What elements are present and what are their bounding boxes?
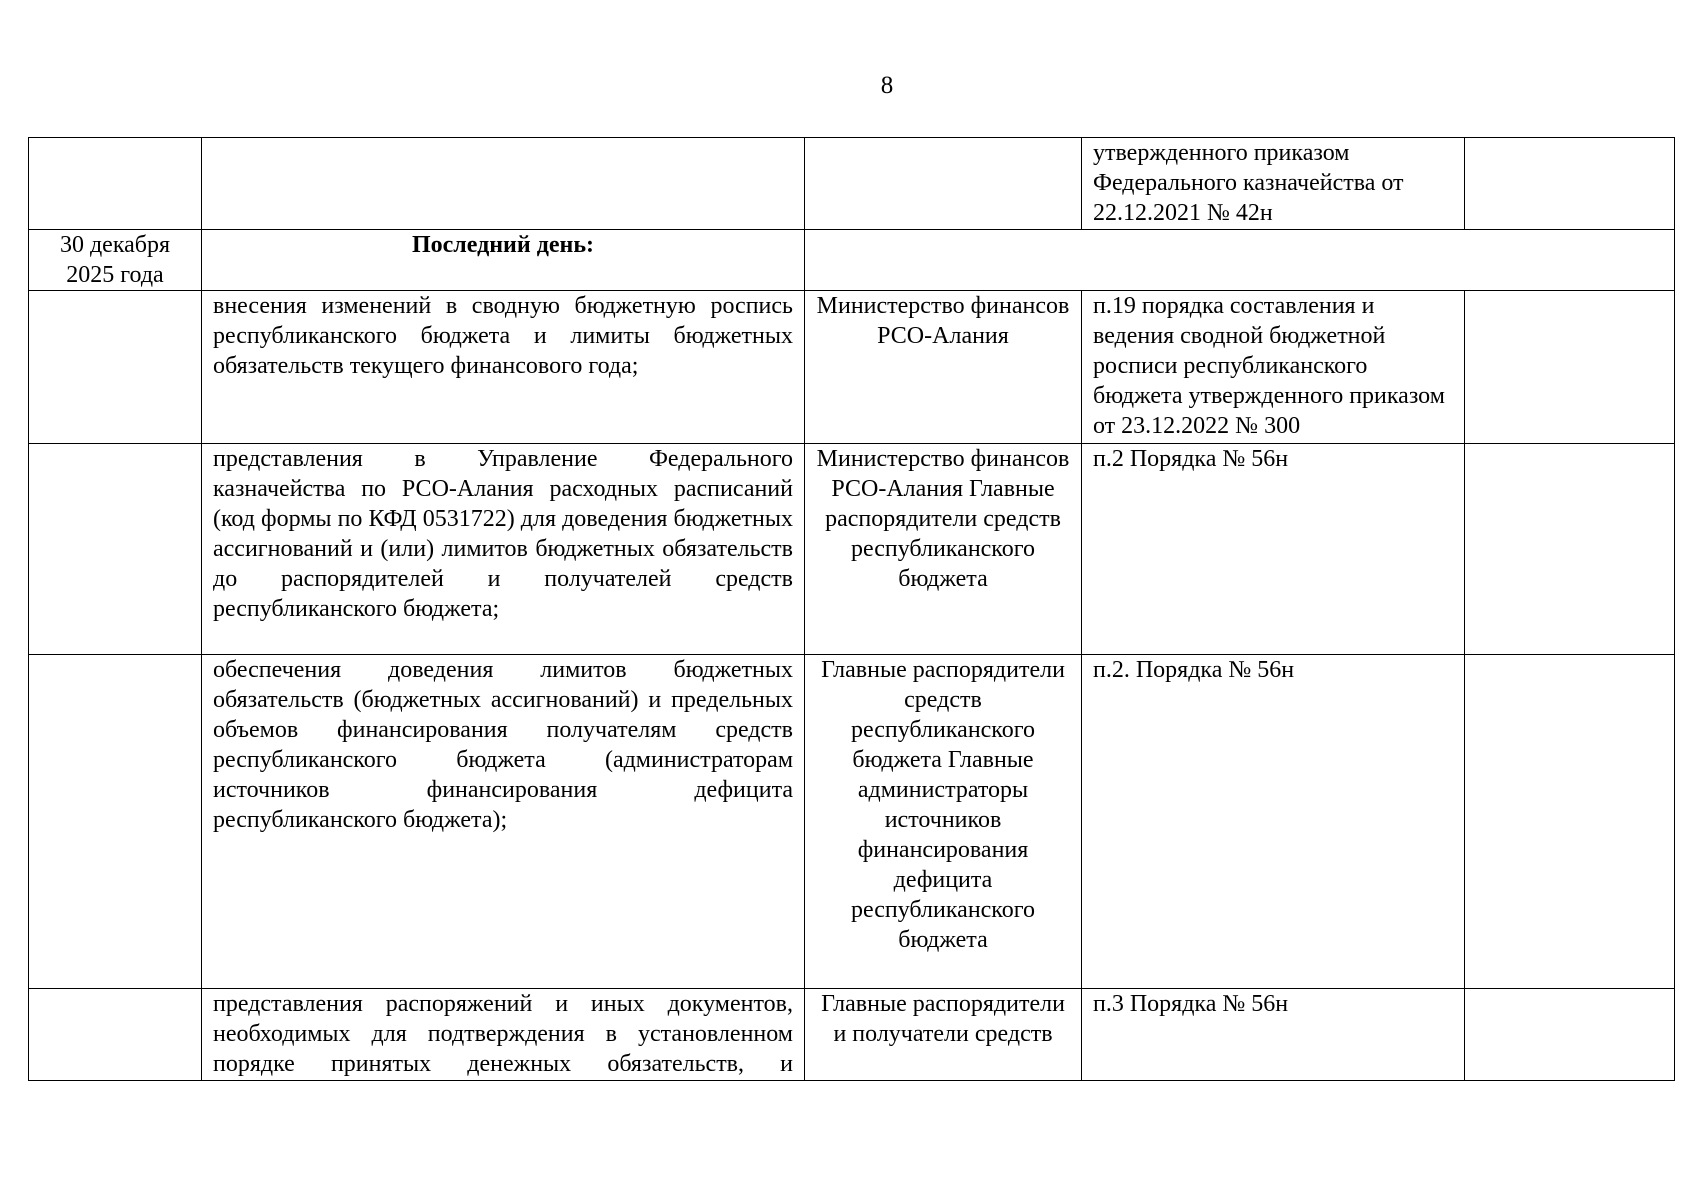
table-row-continuation [29,138,1675,230]
note-cell [1465,138,1675,230]
date-cell [29,655,202,989]
action-cell: обеспечения доведения лимитов бюджетных обязательств (бюджетных ассигнований) и предельных объемов финансирования получателям средств республиканского бюджета (администраторам источников финансирования дефицита республиканского бюджета); [202,655,805,989]
date-cell: 30 декабря 2025 года [29,230,202,291]
table-row [29,444,1675,655]
note-cell [1465,291,1675,444]
date-cell [29,138,202,230]
action-cell: представления в Управление Федерального казначейства по РСО-Алания расходных расписаний (код формы по КФД 0531722) для доведения бюджетных ассигнований и (или) лимитов бюджетных обязательств до распорядителей и получателей средств республиканского бюджета; [202,444,805,655]
executor-cell: Министерство финансов РСО-Алания [805,291,1082,444]
basis-cell: утвержденного приказом Федерального казначейства от 22.12.2021 № 42н [1082,138,1465,230]
table-row [29,655,1675,989]
table-row-date-header [29,230,1675,291]
table-row [29,989,1675,1081]
executor-cell: Главные распорядители и получатели средств [805,989,1082,1081]
action-cell [202,138,805,230]
executor-cell [805,138,1082,230]
basis-cell: п.19 порядка составления и ведения сводной бюджетной росписи республиканского бюджета утвержденного приказом от 23.12.2022 № 300 [1082,291,1465,444]
date-cell [29,444,202,655]
section-header-cell: Последний день: [202,230,805,291]
merged-empty-cell [805,230,1675,291]
action-cell: представления распоряжений и иных документов, необходимых для подтверждения в установленном порядке принятых денежных обязательств, и [202,989,805,1081]
basis-cell: п.2. Порядка № 56н [1082,655,1465,989]
page-number: 8 [880,72,894,99]
schedule-table [28,137,1675,1081]
action-cell: внесения изменений в сводную бюджетную роспись республиканского бюджета и лимиты бюджетных обязательств текущего финансового года; [202,291,805,444]
note-cell [1465,655,1675,989]
executor-cell: Министерство финансов РСО-Алания Главные распорядители средств республиканского бюджета [805,444,1082,655]
date-cell [29,291,202,444]
basis-cell: п.3 Порядка № 56н [1082,989,1465,1081]
date-cell [29,989,202,1081]
note-cell [1465,989,1675,1081]
basis-cell: п.2 Порядка № 56н [1082,444,1465,655]
note-cell [1465,444,1675,655]
executor-cell: Главные распорядители средств республиканского бюджета Главные администраторы источников финансирования дефицита республиканского бюджета [805,655,1082,989]
table-row [29,291,1675,444]
